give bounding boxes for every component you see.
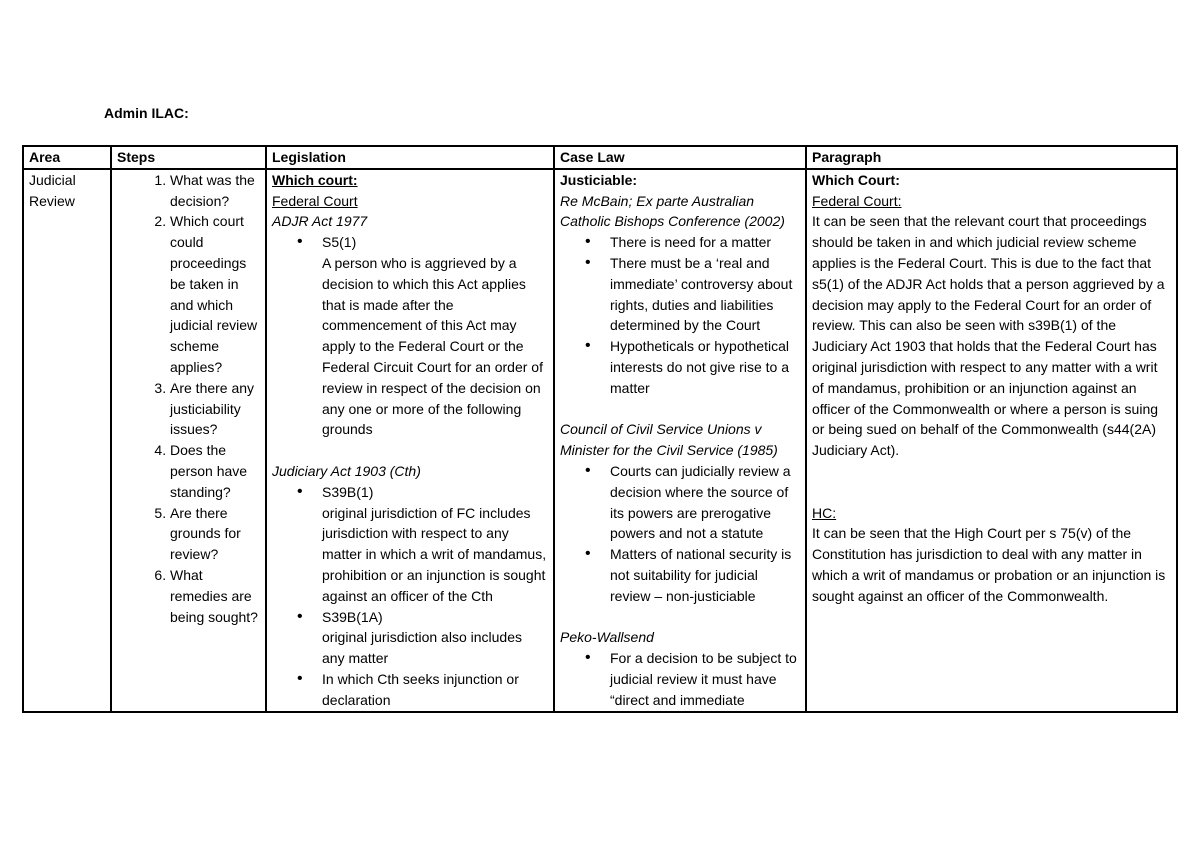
steps-cell [111,169,266,712]
step-item: 3. Are there any justiciability issues? [170,378,260,440]
case-mcbain: Re McBain; Ex parte Australian Catholic Bishops Conference (2002) [560,192,785,230]
case-ccsu: Council of Civil Service Unions v Minister for the Civil Service (1985) [560,421,778,459]
step-item: 1. What was the decision? [170,170,260,212]
steps-list [117,170,260,628]
cth-list [272,669,548,711]
list-item: • There must be a ‘real and immediate’ controversy about rights, duties and liabilities determined by the Court [610,253,800,336]
case1-points [560,232,800,398]
list-item: • Hypotheticals or hypothetical interests do not give rise to a matter [610,336,800,398]
case3-points [560,648,800,710]
header-case-law: Case Law [554,146,806,169]
s39b1a-label: • S39B(1A) [322,607,548,628]
adjr-list [272,232,548,253]
ilac-table [22,145,1178,713]
case-peko-wallsend: Peko-Wallsend [560,629,654,646]
legislation-federal-court: Federal Court [272,192,358,209]
step-item: 4. Does the person have standing? [170,440,260,502]
step-item: 5. Are there grounds for review? [170,503,260,565]
caselaw-cell [554,169,806,712]
paragraph-hc-text: It can be seen that the High Court per s 75(v) of the Constitution has jurisdiction to deal with any matter in which a writ of mandamus or probation or an injunction is sought against an officer of the Commonwealth. [812,525,1166,604]
table-header-row [23,146,1177,169]
area-cell [23,169,111,712]
list-item: • Courts can judicially review a decision where the source of its powers are prerogative powers and not a statute [610,461,800,544]
s39b1-label: • S39B(1) [322,482,548,503]
paragraph-which-court: Which Court: [812,171,900,188]
list-item: • There is need for a matter [610,232,800,253]
document-title: Admin ILAC: [104,105,189,121]
header-paragraph: Paragraph [806,146,1177,169]
s39b1a-list [272,607,548,628]
header-area: Area [23,146,111,169]
paragraph-federal-court: Federal Court: [812,192,902,209]
header-steps: Steps [111,146,266,169]
s39b1-text: original jurisdiction of FC includes jurisdiction with respect to any matter in which a writ of mandamus, prohibition or an injunction is sought against an officer of the Cth [322,504,547,604]
s39b1-list [272,482,548,503]
legislation-cell [266,169,554,712]
legislation-which-court: Which court: [272,171,358,188]
case2-points [560,461,800,607]
step-item: 2. Which court could proceedings be taken in and which judicial review scheme applies? [170,211,260,377]
judiciary-act-heading: Judiciary Act 1903 (Cth) [272,462,421,479]
header-legislation: Legislation [266,146,554,169]
step-item: 6. What remedies are being sought? [170,565,260,627]
justiciable-heading: Justiciable: [560,171,638,188]
paragraph-hc-heading: HC: [812,504,837,521]
s5-text: A person who is aggrieved by a decision to which this Act applies that is made after the commencement of this Act may apply to the Federal Court or the Federal Circuit Court for an order of review in respect of the decision on any one or more of the following grounds [322,254,543,438]
s39b1a-text: original jurisdiction also includes any matter [322,629,522,667]
list-item: • Matters of national security is not suitability for judicial review – non-justiciable [610,544,800,606]
adjr-act-heading: ADJR Act 1977 [272,213,368,230]
paragraph-cell [806,169,1177,712]
table-row [23,169,1177,712]
list-item: • For a decision to be subject to judicial review it must have “direct and immediate [610,648,800,710]
area-text: Judicial Review [29,171,76,209]
s5-label: • S5(1) [322,232,548,253]
cth-injunction: • In which Cth seeks injunction or declaration [322,669,548,711]
paragraph-fc-text: It can be seen that the relevant court that proceedings should be taken in and which judicial review scheme applies is the Federal Court. This is due to the fact that s5(1) of the ADJR Act holds that a person aggrieved by a decision may apply to the Federal Court for an order of review. This can also be seen with s39B(1) of the Judiciary Act 1903 that holds that the Federal Court has original jurisdiction with respect to any matter with a writ of mandamus, prohibition or an injunction against an officer of the Commonwealth or where a person is suing or being sued on behalf of the Commonwealth (s44(2A) Judiciary Act). [812,213,1165,459]
